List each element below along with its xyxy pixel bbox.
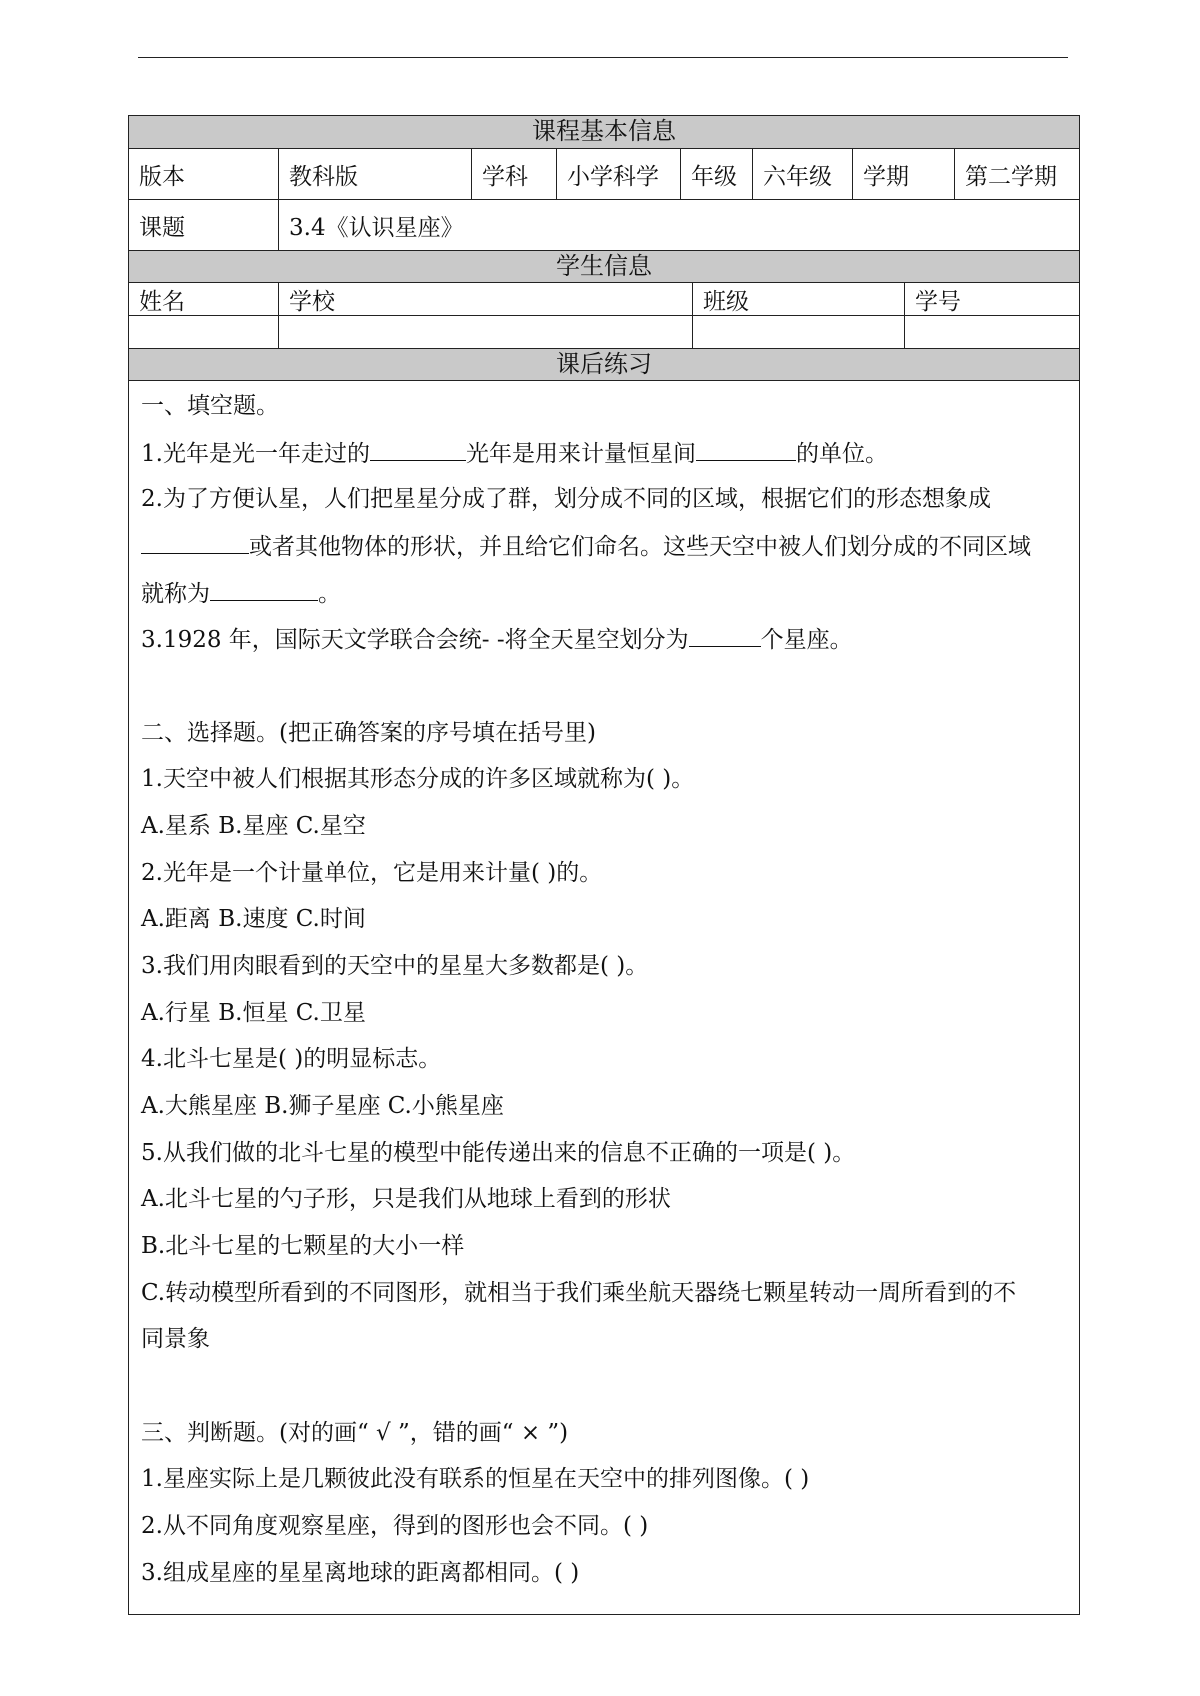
student-label-row [129,283,1079,316]
name-field[interactable] [129,316,279,348]
fill-q2-blank-2[interactable] [210,578,318,601]
choice-question-4-options: A.大熊星座 B.狮子星座 C.小熊星座 [141,1093,504,1119]
choice-question-1: 1.天空中被人们根据其形态分成的许多区域就称为( )。 [141,766,695,792]
fill-q3-blank[interactable] [689,624,761,647]
topic-value: 3.4《认识星座》 [289,214,464,241]
edition-label: 版本 [129,149,279,199]
choice-question-3: 3.我们用肉眼看到的天空中的星星大多数都是( )。 [141,953,649,979]
true-false-question-1: 1.星座实际上是几颗彼此没有联系的恒星在天空中的排列图像。( ) [141,1466,810,1492]
choice-question-2-options: A.距离 B.速度 C.时间 [141,906,366,932]
choice-question-5-option-b: B.北斗七星的七颗星的大小一样 [141,1233,465,1259]
exercise-body [129,381,1079,1614]
name-label: 姓名 [129,283,279,315]
subject-label: 学科 [472,149,557,199]
fill-question-2-line-2 [141,531,1031,562]
section-fill-blank-title: 一、填空题。 [141,393,279,419]
section-choice-title: 二、选择题。(把正确答案的序号填在括号里) [141,720,596,746]
exercise-title: 课后练习 [556,350,652,378]
fill-q3-text-a: 3.1928 年，国际天文学联合会统- -将全天星空划分为 [141,627,689,653]
subject-value: 小学科学 [557,149,681,199]
grade-label: 年级 [681,149,753,199]
choice-question-4: 4.北斗七星是( )的明显标志。 [141,1046,442,1072]
fill-question-3 [141,624,853,655]
fill-question-2-line-3 [141,578,341,609]
choice-question-5-option-c-line-1: C.转动模型所看到的不同图形，就相当于我们乘坐航天器绕七颗星转动一周所看到的不 [141,1280,1017,1306]
school-field[interactable] [279,316,693,348]
student-id-field[interactable] [905,316,1079,348]
class-label: 班级 [693,283,905,315]
choice-question-3-options: A.行星 B.恒星 C.卫星 [141,1000,366,1026]
term-label: 学期 [853,149,955,199]
student-info-title: 学生信息 [556,252,652,280]
grade-value: 六年级 [753,149,853,199]
worksheet-table [128,115,1080,1615]
course-info-row [129,149,1079,200]
course-info-header [129,116,1079,149]
choice-question-5-option-a: A.北斗七星的勺子形，只是我们从地球上看到的形状 [141,1186,671,1212]
fill-q1-text-b: 光年是用来计量恒星间 [465,441,696,467]
fill-q2-blank-1[interactable] [141,531,249,554]
fill-q2-text-d: 。 [318,581,341,607]
student-id-label: 学号 [915,288,961,315]
choice-question-2: 2.光年是一个计量单位，它是用来计量( )的。 [141,860,603,886]
edition-value: 教科版 [279,149,472,199]
fill-q1-blank-2[interactable] [696,438,796,461]
class-field[interactable] [693,316,905,348]
student-info-header [129,251,1079,283]
true-false-question-2: 2.从不同角度观察星座，得到的图形也会不同。( ) [141,1513,649,1539]
choice-question-5: 5.从我们做的北斗七星的模型中能传递出来的信息不正确的一项是( )。 [141,1140,856,1166]
fill-q1-blank-1[interactable] [370,438,466,461]
choice-question-5-option-c-line-2: 同景象 [141,1326,210,1352]
fill-q2-text-b: 或者其他物体的形状，并且给它们命名。这些天空中被人们划分成的不同区域 [249,534,1031,560]
topic-label: 课题 [129,200,279,250]
fill-q1-text-c: 的单位。 [795,441,888,467]
course-info-title: 课程基本信息 [532,117,676,145]
school-label: 学校 [279,283,693,315]
term-value: 第二学期 [965,163,1057,190]
fill-question-1 [141,438,888,469]
fill-q3-text-b: 个星座。 [760,627,853,653]
top-rule [138,57,1068,58]
topic-row [129,200,1079,251]
fill-q2-text-c: 就称为 [141,581,210,607]
true-false-question-3: 3.组成星座的星星离地球的距离都相同。( ) [141,1560,580,1586]
fill-q1-text-a: 1.光年是光一年走过的 [141,441,370,467]
fill-question-2-line-1: 2.为了方便认星，人们把星星分成了群，划分成不同的区域，根据它们的形态想象成 [141,486,991,512]
student-input-row [129,316,1079,349]
choice-question-1-options: A.星系 B.星座 C.星空 [141,813,366,839]
exercise-header [129,349,1079,381]
section-true-false-title: 三、判断题。(对的画“ √ ”，错的画“ × ”) [141,1420,569,1446]
